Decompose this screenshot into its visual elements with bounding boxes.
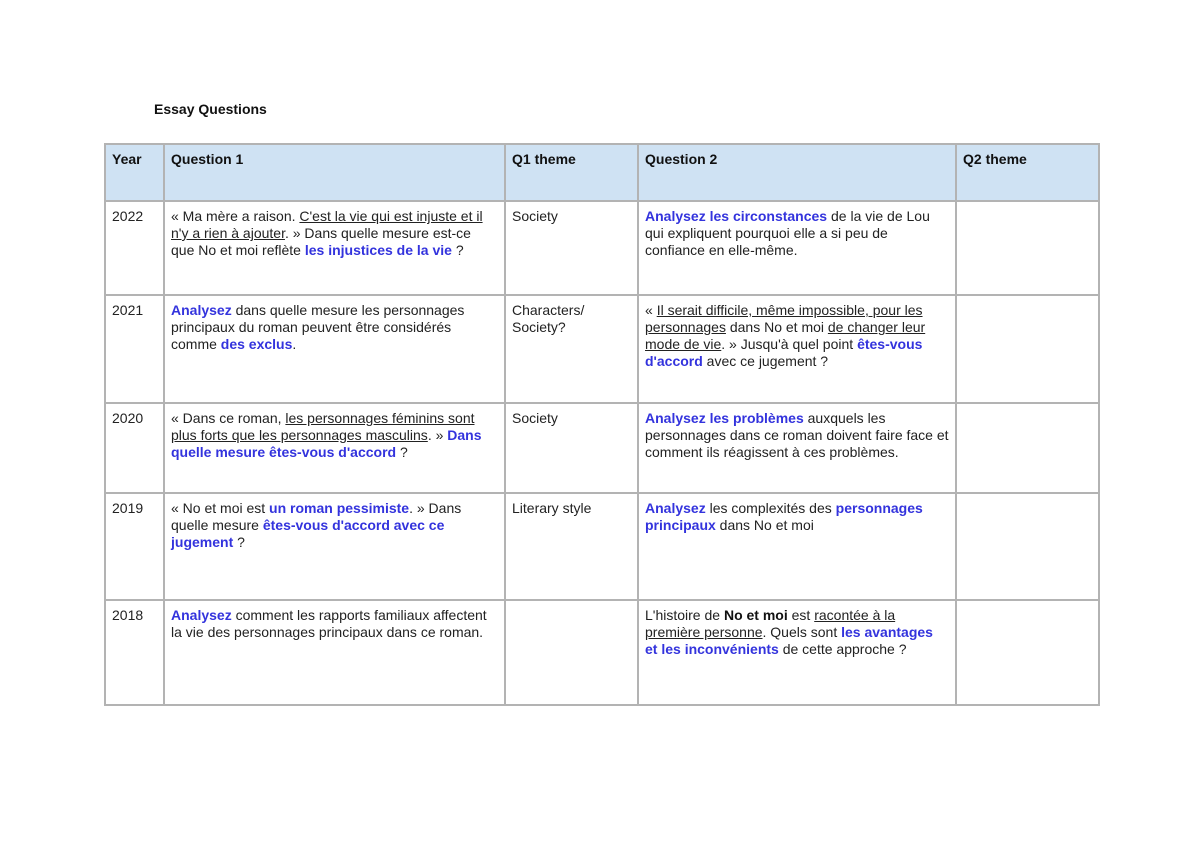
text-run: de la vie de Lou qui expliquent pourquoi elle a si peu de confiance en elle-même. [645, 208, 930, 258]
essay-questions-table [104, 143, 1100, 706]
text-run: dans No et moi [715, 517, 814, 533]
keyword: les injustices de la vie [304, 242, 452, 258]
keyword: Analysez [171, 302, 232, 318]
keyword: Analysez [171, 607, 232, 623]
table-row [105, 295, 1099, 403]
text-run: . [292, 336, 297, 352]
question-2-cell [638, 201, 956, 295]
header-q1-theme: Q1 theme [505, 144, 638, 201]
keyword: Analysez [645, 500, 706, 516]
underlined-quote: Il serait difficile, même impossible, pour les personnages [645, 302, 923, 335]
question-1-cell [164, 600, 505, 705]
keyword: les avantages et les inconvénients [645, 624, 933, 657]
year-cell: 2022 [105, 201, 164, 295]
q2-theme-cell [956, 493, 1099, 600]
question-1-cell [164, 403, 505, 493]
text-run: est [787, 607, 815, 623]
keyword: Analysez les circonstances [645, 208, 828, 224]
q1-theme-cell: Society [505, 201, 638, 295]
page-title: Essay Questions [154, 101, 267, 117]
question-1-cell [164, 201, 505, 295]
q2-theme-cell [956, 295, 1099, 403]
q1-theme-cell [505, 600, 638, 705]
header-question-2: Question 2 [638, 144, 956, 201]
question-1-cell [164, 493, 505, 600]
question-1-cell [164, 295, 505, 403]
text-run: « Dans ce roman, [171, 410, 286, 426]
q2-theme-cell [956, 600, 1099, 705]
underlined-quote: de changer leur mode de vie [645, 319, 926, 352]
text-run: « [645, 302, 657, 318]
question-2-cell [638, 493, 956, 600]
text-run: de cette approche ? [778, 641, 907, 657]
text-run: . » Dans quelle mesure est-ce que No et moi reflète [171, 225, 471, 258]
text-run: L'histoire de [645, 607, 724, 623]
text-run: « No et moi est [171, 500, 270, 516]
underlined-quote: racontée à la première personne [645, 607, 896, 640]
text-run: ? [451, 242, 464, 258]
text-run: avec ce jugement ? [702, 353, 829, 369]
year-cell: 2020 [105, 403, 164, 493]
q1-theme-cell: Society [505, 403, 638, 493]
q1-theme-cell: Characters/ Society? [505, 295, 638, 403]
keyword: des exclus [220, 336, 293, 352]
text-run: . » Dans quelle mesure [171, 500, 462, 533]
year-cell: 2021 [105, 295, 164, 403]
underlined-quote: C'est la vie qui est injuste et il n'y a rien à ajouter [171, 208, 483, 241]
year-cell: 2019 [105, 493, 164, 600]
header-year: Year [105, 144, 164, 201]
text-run: les complexités des [705, 500, 836, 516]
header-row [105, 144, 1099, 201]
underlined-quote: les personnages féminins sont plus forts que les personnages masculins [171, 410, 475, 443]
table-row [105, 403, 1099, 493]
bold-title: No et moi [723, 607, 788, 623]
table-row [105, 600, 1099, 705]
keyword: êtes-vous d'accord avec ce jugement [171, 517, 445, 550]
question-2-cell [638, 295, 956, 403]
q1-theme-cell: Literary style [505, 493, 638, 600]
text-run: dans No et moi [725, 319, 828, 335]
question-2-cell [638, 600, 956, 705]
q2-theme-cell [956, 201, 1099, 295]
table-row [105, 201, 1099, 295]
header-question-1: Question 1 [164, 144, 505, 201]
keyword: Dans quelle mesure êtes-vous d'accord [171, 427, 482, 460]
text-run: . » [427, 427, 448, 443]
keyword: Analysez les problèmes [645, 410, 804, 426]
question-2-cell [638, 403, 956, 493]
keyword: un roman pessimiste [269, 500, 410, 516]
text-run: . » Jusqu'à quel point [721, 336, 858, 352]
text-run: dans quelle mesure les personnages principaux du roman peuvent être considérés comme [171, 302, 465, 352]
text-run: auxquels les personnages dans ce roman doivent faire face et comment ils réagissent à ces problèmes. [645, 410, 949, 460]
table-row [105, 493, 1099, 600]
text-run: comment les rapports familiaux affectent la vie des personnages principaux dans ce roman. [171, 607, 487, 640]
text-run: « Ma mère a raison. [171, 208, 300, 224]
q2-theme-cell [956, 403, 1099, 493]
keyword: êtes-vous d'accord [645, 336, 923, 369]
text-run: . Quels sont [762, 624, 842, 640]
keyword: personnages principaux [645, 500, 923, 533]
year-cell: 2018 [105, 600, 164, 705]
text-run: ? [233, 534, 245, 550]
header-q2-theme: Q2 theme [956, 144, 1099, 201]
text-run: ? [396, 444, 408, 460]
